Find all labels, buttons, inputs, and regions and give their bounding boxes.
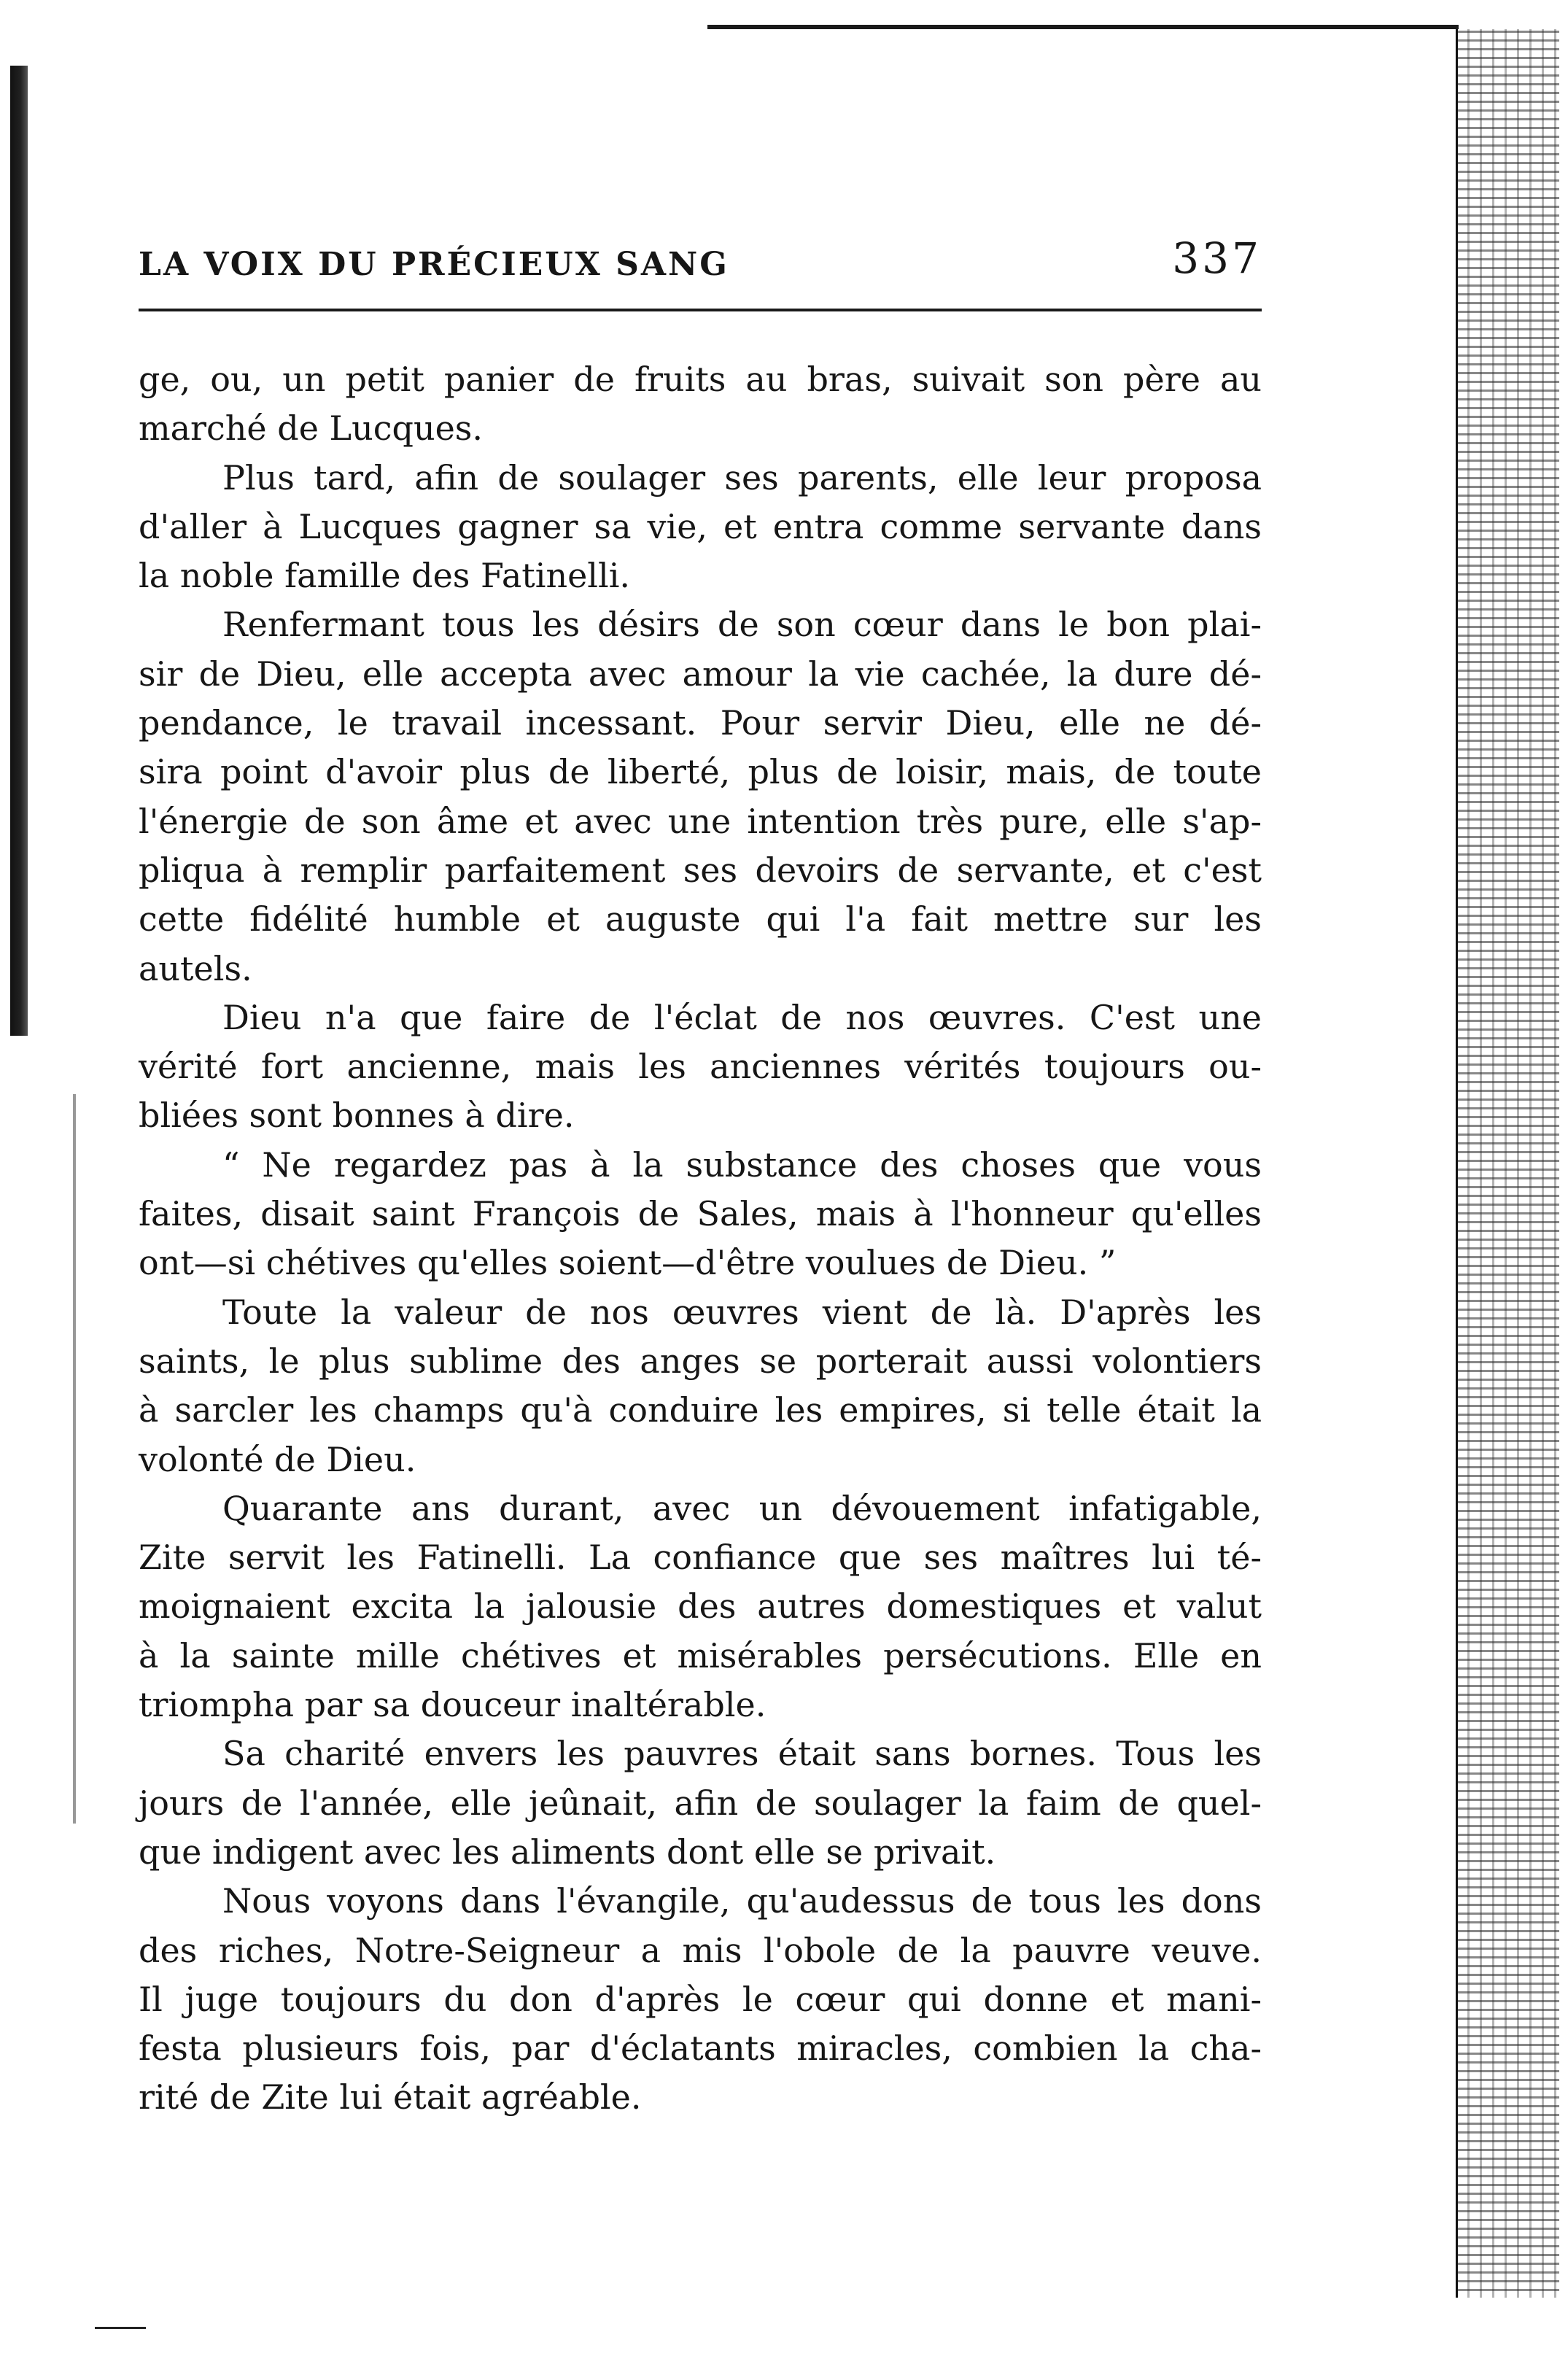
text-line: “ Ne regardez pas à la substance des choses que vous bbox=[222, 1144, 1262, 1185]
text-line: Quarante ans durant, avec un dévouement infatigable, bbox=[222, 1488, 1262, 1528]
body-text bbox=[139, 355, 1262, 2123]
text-line: la noble famille des Fatinelli. bbox=[139, 556, 631, 596]
scan-right-gutter-line bbox=[1456, 29, 1458, 2298]
text-line: ge, ou, un petit panier de fruits au bras, suivait son père au bbox=[139, 360, 1262, 399]
text-line: festa plusieurs fois, par d'éclatants miracles, combien la cha- bbox=[139, 2028, 1262, 2069]
text-line: Zite servit les Fatinelli. La confiance que ses maîtres lui té- bbox=[139, 1538, 1262, 1578]
text-line: moignaient excita la jalousie des autres domestiques et valut bbox=[139, 1586, 1262, 1627]
text-line: Dieu n'a que faire de l'éclat de nos œuvres. C'est une bbox=[222, 997, 1262, 1037]
text-line: Nous voyons dans l'évangile, qu'audessus de tous les dons bbox=[222, 1881, 1262, 1921]
text-line: pliqua à remplir parfaitement ses devoirs de servante, et c'est bbox=[139, 850, 1262, 890]
text-line: d'aller à Lucques gagner sa vie, et entra comme servante dans bbox=[139, 506, 1262, 546]
text-line: Plus tard, afin de soulager ses parents, elle leur proposa bbox=[222, 457, 1262, 497]
text-line: volonté de Dieu. bbox=[139, 1439, 416, 1479]
text-line: autels. bbox=[139, 948, 252, 988]
text-line: des riches, Notre-Seigneur a mis l'obole de la pauvre veuve. bbox=[139, 1930, 1262, 1970]
text-line: rité de Zite lui était agréable. bbox=[139, 2077, 642, 2117]
text-line: pendance, le travail incessant. Pour servir Dieu, elle ne dé- bbox=[139, 703, 1262, 743]
text-line: que indigent avec les aliments dont elle se privait. bbox=[139, 1832, 996, 1872]
text-line: triompha par sa douceur inaltérable. bbox=[139, 1685, 766, 1725]
scan-right-gutter-noise bbox=[1457, 29, 1559, 2298]
text-line: jours de l'année, elle jeûnait, afin de soulager la faim de quel- bbox=[139, 1783, 1262, 1823]
text-line: Renfermant tous les désirs de son cœur dans le bon plai- bbox=[222, 605, 1262, 645]
scan-left-edge bbox=[10, 66, 28, 1036]
scan-bottom-mark bbox=[95, 2327, 146, 2329]
text-line: ont—si chétives qu'elles soient—d'être voulues de Dieu. ” bbox=[139, 1243, 1117, 1283]
text-line: l'énergie de son âme et avec une intention très pure, elle s'ap- bbox=[139, 801, 1262, 841]
scan-left-edge-line bbox=[73, 1094, 76, 1824]
page-number: 337 bbox=[1172, 233, 1262, 283]
text-line: Toute la valeur de nos œuvres vient de là. D'après les bbox=[222, 1292, 1262, 1332]
text-line: sir de Dieu, elle accepta avec amour la vie cachée, la dure dé- bbox=[139, 654, 1262, 694]
text-line: Sa charité envers les pauvres était sans bornes. Tous les bbox=[222, 1734, 1262, 1774]
text-line: sira point d'avoir plus de liberté, plus de loisir, mais, de toute bbox=[139, 752, 1262, 792]
text-line: Il juge toujours du don d'après le cœur qui donne et mani- bbox=[139, 1979, 1262, 2019]
text-line: à sarcler les champs qu'à conduire les empires, si telle était la bbox=[139, 1390, 1262, 1430]
text-line: marché de Lucques. bbox=[139, 408, 484, 449]
text-line: cette fidélité humble et auguste qui l'a fait mettre sur les bbox=[139, 899, 1262, 939]
text-line: à la sainte mille chétives et misérables persécutions. Elle en bbox=[139, 1635, 1262, 1675]
text-line: saints, le plus sublime des anges se porterait aussi volontiers bbox=[139, 1341, 1262, 1381]
scan-top-rule bbox=[707, 25, 1459, 29]
running-title: LA VOIX DU PRÉCIEUX SANG bbox=[139, 246, 729, 283]
text-line: vérité fort ancienne, mais les anciennes vérités toujours ou- bbox=[139, 1047, 1262, 1087]
text-line: bliées sont bonnes à dire. bbox=[139, 1096, 575, 1136]
running-header bbox=[139, 232, 1262, 283]
text-line: faites, disait saint François de Sales, mais à l'honneur qu'elles bbox=[139, 1194, 1262, 1234]
header-rule bbox=[139, 309, 1262, 311]
